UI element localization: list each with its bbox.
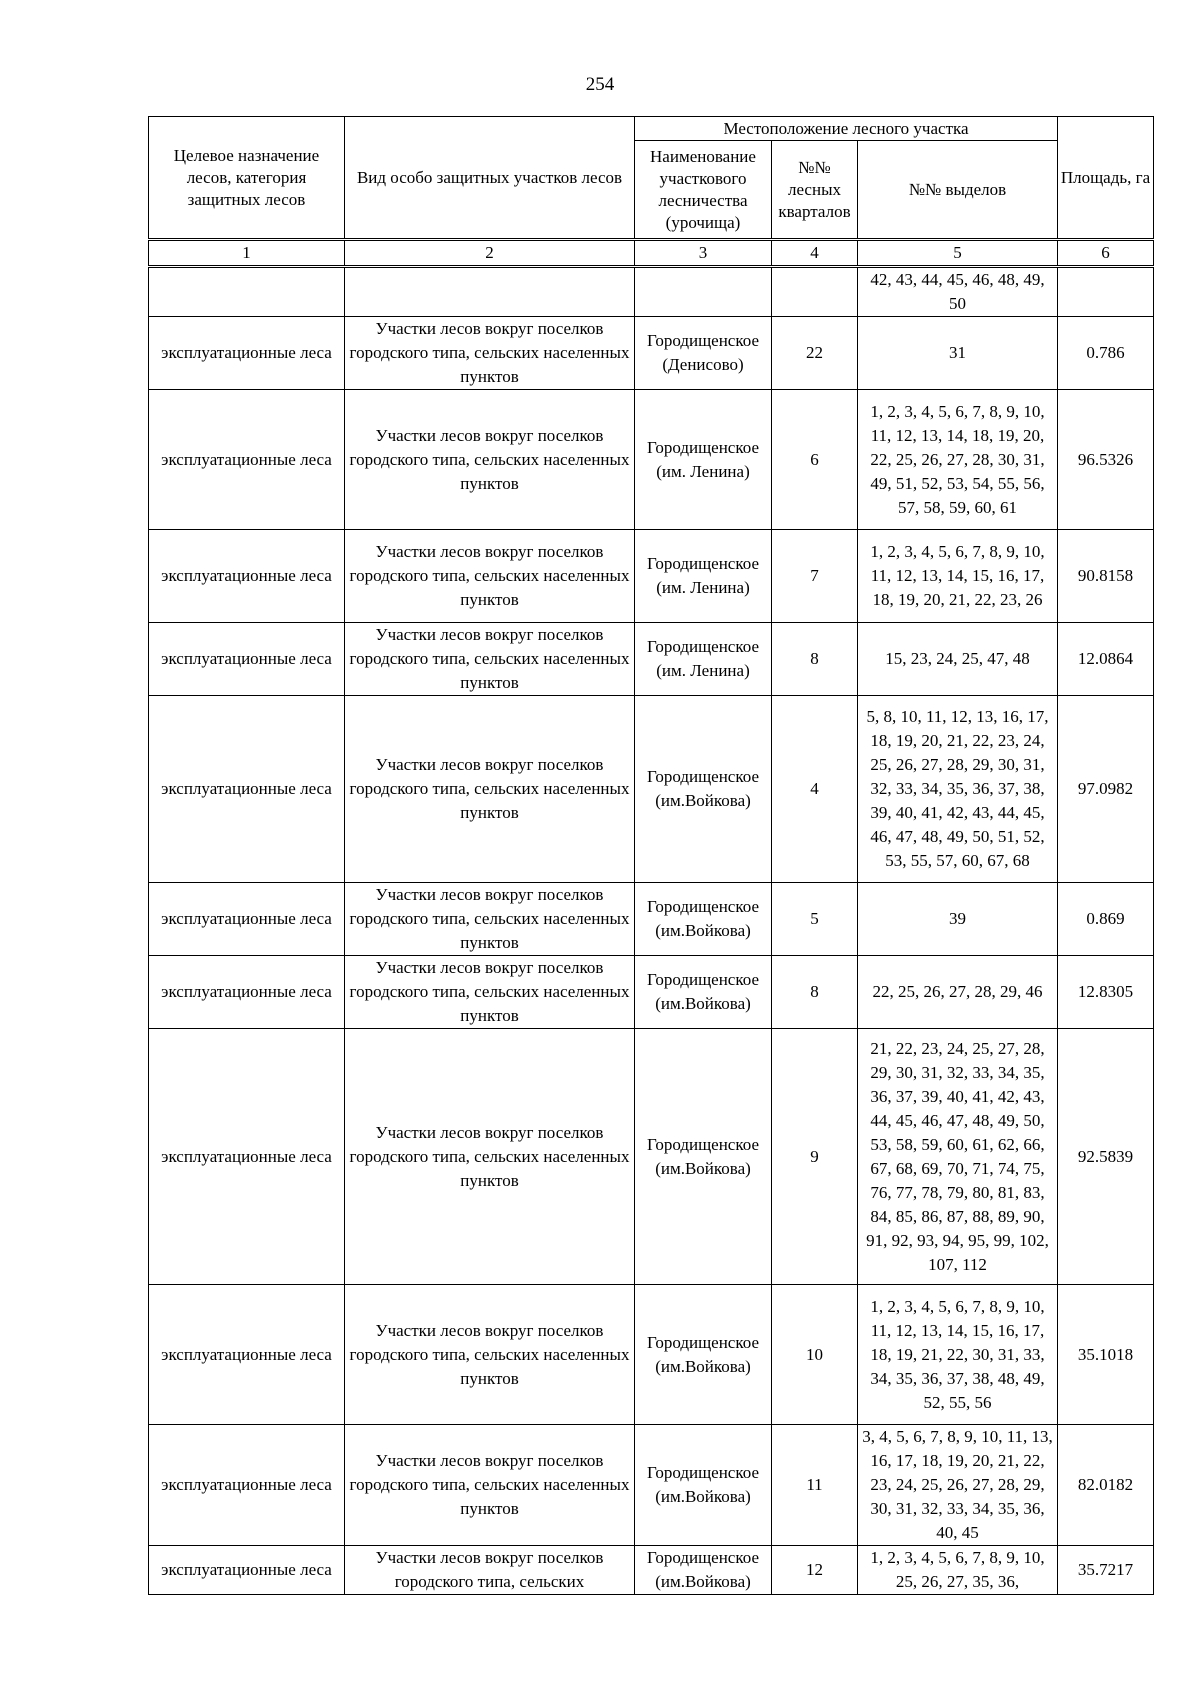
area-cell: 12.0864 (1058, 623, 1154, 696)
table-row (149, 1029, 1154, 1285)
header-location-group: Местоположение лесного участка (635, 117, 1058, 141)
header-sections: №№ выделов (858, 141, 1058, 240)
forestry-cell: Городищенское (им.Войкова) (635, 1029, 772, 1285)
area-cell: 35.1018 (1058, 1285, 1154, 1425)
forestry-cell: Городищенское (им.Войкова) (635, 1425, 772, 1546)
sections-cell: 22, 25, 26, 27, 28, 29, 46 (858, 956, 1058, 1029)
forest-plots-table (148, 116, 1154, 1595)
table-row (149, 696, 1154, 883)
quarter-cell: 7 (772, 530, 858, 623)
table-row (149, 267, 1154, 317)
area-cell: 97.0982 (1058, 696, 1154, 883)
purpose-cell: эксплуатационные леса (149, 1285, 345, 1425)
purpose-cell: эксплуатационные леса (149, 390, 345, 530)
quarter-cell (772, 267, 858, 317)
forestry-cell: Городищенское (им. Ленина) (635, 390, 772, 530)
forestry-cell (635, 267, 772, 317)
table-row (149, 883, 1154, 956)
column-number-row (149, 240, 1154, 267)
sections-cell: 31 (858, 317, 1058, 390)
area-cell: 90.8158 (1058, 530, 1154, 623)
plot-type-cell: Участки лесов вокруг поселков городского типа, сельских населенных пунктов (345, 317, 635, 390)
purpose-cell: эксплуатационные леса (149, 696, 345, 883)
quarter-cell: 4 (772, 696, 858, 883)
table-row (149, 956, 1154, 1029)
purpose-cell: эксплуатационные леса (149, 1546, 345, 1595)
sections-cell: 42, 43, 44, 45, 46, 48, 49, 50 (858, 267, 1058, 317)
area-cell (1058, 267, 1154, 317)
quarter-cell: 8 (772, 956, 858, 1029)
purpose-cell (149, 267, 345, 317)
plot-type-cell: Участки лесов вокруг поселков городского типа, сельских населенных пунктов (345, 1029, 635, 1285)
area-cell: 12.8305 (1058, 956, 1154, 1029)
table-row (149, 1546, 1154, 1595)
forestry-cell: Городищенское (Денисово) (635, 317, 772, 390)
quarter-cell: 8 (772, 623, 858, 696)
purpose-cell: эксплуатационные леса (149, 623, 345, 696)
table-row (149, 1285, 1154, 1425)
plot-type-cell: Участки лесов вокруг поселков городского типа, сельских населенных пунктов (345, 1425, 635, 1546)
table-row (149, 390, 1154, 530)
header-forestry: Наименование участкового лесничества (урочища) (635, 141, 772, 240)
quarter-cell: 6 (772, 390, 858, 530)
header-plot-type: Вид особо защитных участков лесов (345, 117, 635, 240)
sections-cell: 1, 2, 3, 4, 5, 6, 7, 8, 9, 10, 11, 12, 13, 14, 18, 19, 20, 22, 25, 26, 27, 28, 30, 31, 49, 51, 52, 53, 54, 55, 56, 57, 58, 59, 60, 61 (858, 390, 1058, 530)
forestry-cell: Городищенское (им.Войкова) (635, 1546, 772, 1595)
quarter-cell: 11 (772, 1425, 858, 1546)
area-cell: 35.7217 (1058, 1546, 1154, 1595)
forestry-cell: Городищенское (им.Войкова) (635, 956, 772, 1029)
area-cell: 0.869 (1058, 883, 1154, 956)
plot-type-cell: Участки лесов вокруг поселков городского типа, сельских (345, 1546, 635, 1595)
sections-cell: 1, 2, 3, 4, 5, 6, 7, 8, 9, 10, 11, 12, 13, 14, 15, 16, 17, 18, 19, 20, 21, 22, 23, 26 (858, 530, 1058, 623)
table-row (149, 623, 1154, 696)
area-cell: 0.786 (1058, 317, 1154, 390)
plot-type-cell: Участки лесов вокруг поселков городского типа, сельских населенных пунктов (345, 696, 635, 883)
plot-type-cell: Участки лесов вокруг поселков городского типа, сельских населенных пунктов (345, 883, 635, 956)
purpose-cell: эксплуатационные леса (149, 1425, 345, 1546)
forestry-cell: Городищенское (им.Войкова) (635, 883, 772, 956)
column-number: 3 (635, 240, 772, 267)
quarter-cell: 10 (772, 1285, 858, 1425)
page-number: 254 (585, 74, 615, 95)
purpose-cell: эксплуатационные леса (149, 530, 345, 623)
sections-cell: 15, 23, 24, 25, 47, 48 (858, 623, 1058, 696)
header-area: Площадь, га (1058, 117, 1154, 240)
column-number: 6 (1058, 240, 1154, 267)
plot-type-cell: Участки лесов вокруг поселков городского типа, сельских населенных пунктов (345, 530, 635, 623)
sections-cell: 21, 22, 23, 24, 25, 27, 28, 29, 30, 31, 32, 33, 34, 35, 36, 37, 39, 40, 41, 42, 43, 44, 45, 46, 47, 48, 49, 50, 53, 58, 59, 60, 61, 62, 66, 67, 68, 69, 70, 71, 74, 75, 76, 77, 78, 79, 80, 81, 83, 84, 85, 86, 87, 88, 89, 90, 91, 92, 93, 94, 95, 99, 102, 107, 112 (858, 1029, 1058, 1285)
purpose-cell: эксплуатационные леса (149, 956, 345, 1029)
forestry-cell: Городищенское (им.Войкова) (635, 1285, 772, 1425)
purpose-cell: эксплуатационные леса (149, 883, 345, 956)
plot-type-cell: Участки лесов вокруг поселков городского типа, сельских населенных пунктов (345, 1285, 635, 1425)
area-cell: 82.0182 (1058, 1425, 1154, 1546)
plot-type-cell (345, 267, 635, 317)
column-number: 5 (858, 240, 1058, 267)
plot-type-cell: Участки лесов вокруг поселков городского типа, сельских населенных пунктов (345, 956, 635, 1029)
purpose-cell: эксплуатационные леса (149, 1029, 345, 1285)
purpose-cell: эксплуатационные леса (149, 317, 345, 390)
table-row (149, 530, 1154, 623)
column-number: 4 (772, 240, 858, 267)
sections-cell: 5, 8, 10, 11, 12, 13, 16, 17, 18, 19, 20, 21, 22, 23, 24, 25, 26, 27, 28, 29, 30, 31, 32, 33, 34, 35, 36, 37, 38, 39, 40, 41, 42, 43, 44, 45, 46, 47, 48, 49, 50, 51, 52, 53, 55, 57, 60, 67, 68 (858, 696, 1058, 883)
column-number: 2 (345, 240, 635, 267)
header-purpose: Целевое назначение лесов, категория защитных лесов (149, 117, 345, 240)
area-cell: 92.5839 (1058, 1029, 1154, 1285)
sections-cell: 1, 2, 3, 4, 5, 6, 7, 8, 9, 10, 11, 12, 13, 14, 15, 16, 17, 18, 19, 21, 22, 30, 31, 33, 34, 35, 36, 37, 38, 48, 49, 52, 55, 56 (858, 1285, 1058, 1425)
quarter-cell: 12 (772, 1546, 858, 1595)
sections-cell: 1, 2, 3, 4, 5, 6, 7, 8, 9, 10, 25, 26, 27, 35, 36, (858, 1546, 1058, 1595)
sections-cell: 39 (858, 883, 1058, 956)
forestry-cell: Городищенское (им.Войкова) (635, 696, 772, 883)
quarter-cell: 5 (772, 883, 858, 956)
quarter-cell: 9 (772, 1029, 858, 1285)
area-cell: 96.5326 (1058, 390, 1154, 530)
table-row (149, 1425, 1154, 1546)
header-quarters: №№ лесных кварталов (772, 141, 858, 240)
column-number: 1 (149, 240, 345, 267)
quarter-cell: 22 (772, 317, 858, 390)
sections-cell: 3, 4, 5, 6, 7, 8, 9, 10, 11, 13, 16, 17, 18, 19, 20, 21, 22, 23, 24, 25, 26, 27, 28, 29, 30, 31, 32, 33, 34, 35, 36, 40, 45 (858, 1425, 1058, 1546)
plot-type-cell: Участки лесов вокруг поселков городского типа, сельских населенных пунктов (345, 623, 635, 696)
forestry-cell: Городищенское (им. Ленина) (635, 623, 772, 696)
table-row (149, 317, 1154, 390)
plot-type-cell: Участки лесов вокруг поселков городского типа, сельских населенных пунктов (345, 390, 635, 530)
forestry-cell: Городищенское (им. Ленина) (635, 530, 772, 623)
